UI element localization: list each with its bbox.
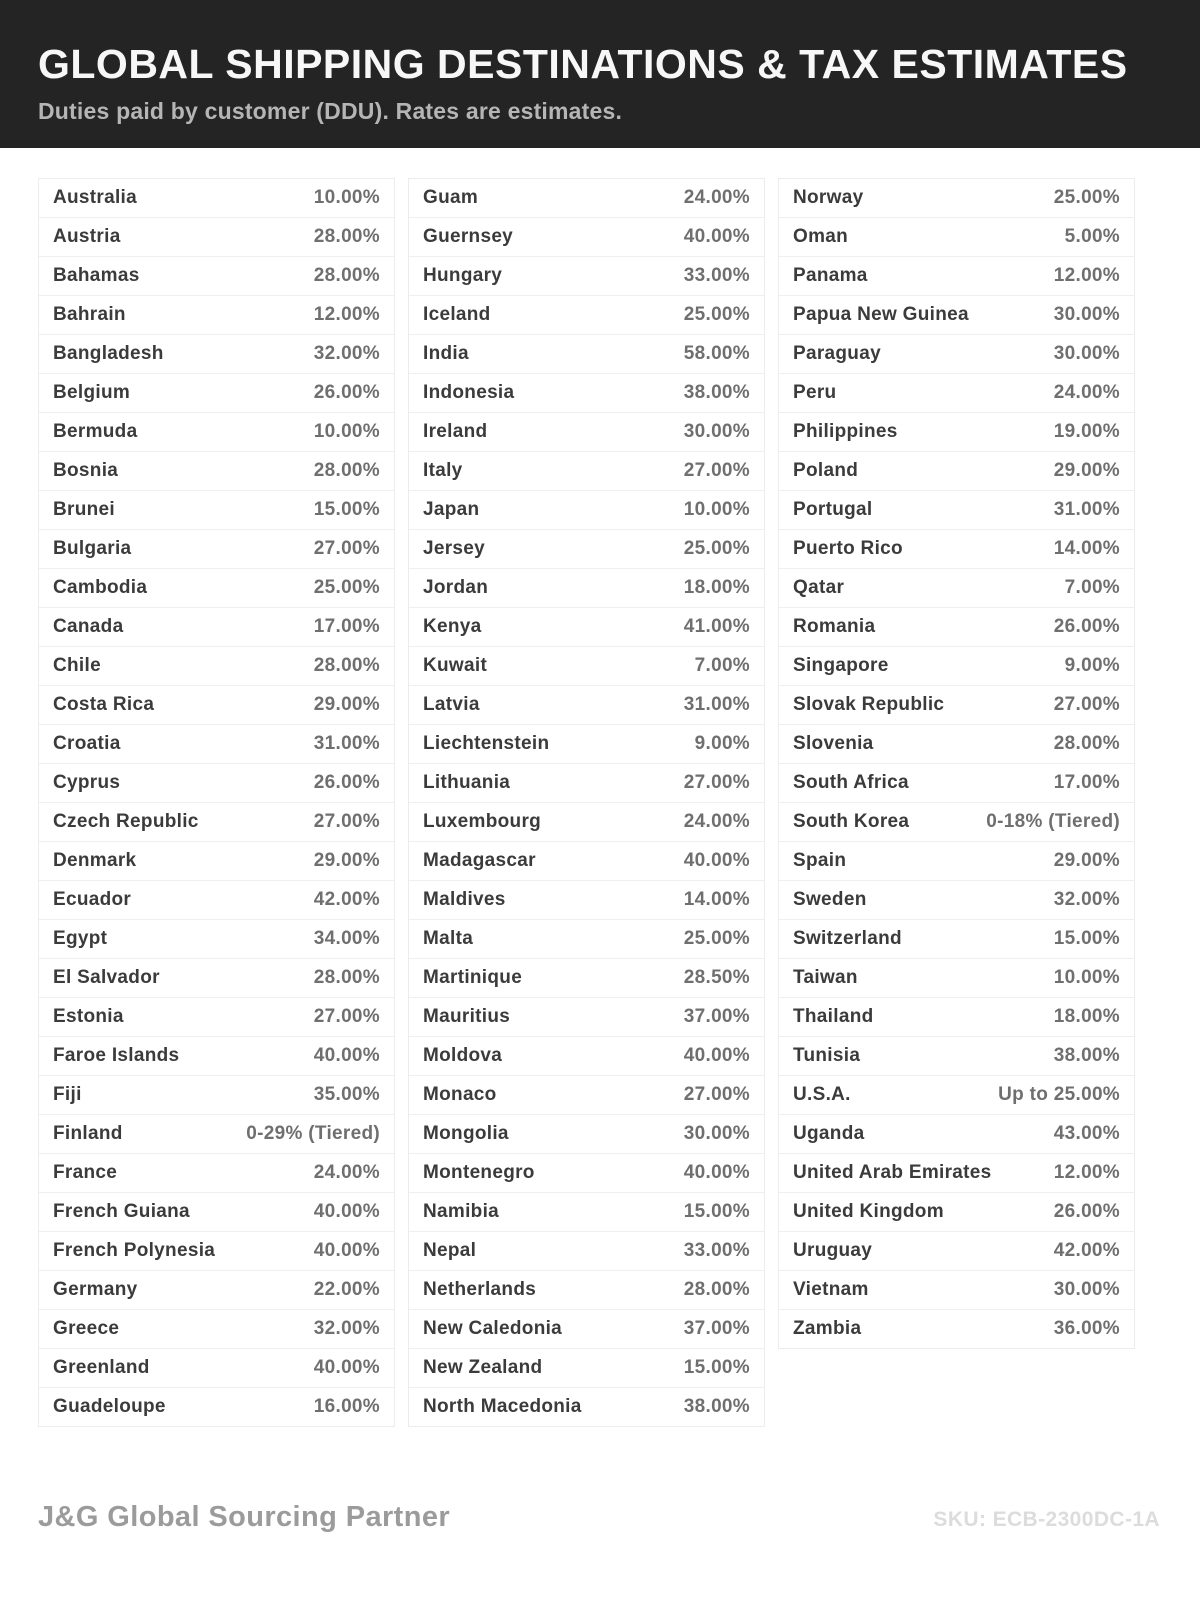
table-row [409, 842, 764, 881]
table-row [39, 257, 394, 296]
tax-rate: 40.00% [313, 1045, 380, 1066]
country-name: Greece [53, 1318, 120, 1339]
tax-rate: 29.00% [1053, 850, 1120, 871]
table-row [409, 1310, 764, 1349]
country-name: French Polynesia [53, 1240, 216, 1261]
table-row [409, 647, 764, 686]
rates-column [38, 178, 395, 1427]
country-name: South Korea [793, 811, 910, 832]
table-row [39, 725, 394, 764]
tax-rate: 40.00% [313, 1357, 380, 1378]
country-name: Fiji [53, 1084, 82, 1105]
tax-rate: Up to 25.00% [998, 1084, 1120, 1105]
table-row [39, 881, 394, 920]
table-row [409, 803, 764, 842]
country-name: South Africa [793, 772, 909, 793]
table-row [779, 920, 1134, 959]
table-row [779, 491, 1134, 530]
tax-rate: 29.00% [313, 850, 380, 871]
table-row [39, 374, 394, 413]
tax-rate: 28.50% [683, 967, 750, 988]
table-row [39, 335, 394, 374]
table-row [409, 218, 764, 257]
table-row [409, 1193, 764, 1232]
table-row [779, 842, 1134, 881]
country-name: Iceland [423, 304, 491, 325]
tax-rate: 27.00% [313, 1006, 380, 1027]
table-row [39, 803, 394, 842]
country-name: U.S.A. [793, 1084, 851, 1105]
table-row [409, 179, 764, 218]
tax-rate: 17.00% [1053, 772, 1120, 793]
country-name: Bangladesh [53, 343, 164, 364]
country-name: Denmark [53, 850, 137, 871]
tax-rate: 33.00% [683, 265, 750, 286]
table-row [779, 218, 1134, 257]
country-name: Malta [423, 928, 474, 949]
country-name: Thailand [793, 1006, 874, 1027]
table-row [779, 374, 1134, 413]
country-name: Maldives [423, 889, 506, 910]
country-name: Mongolia [423, 1123, 509, 1144]
table-row [779, 335, 1134, 374]
table-row [39, 920, 394, 959]
tax-rate: 25.00% [1053, 187, 1120, 208]
country-name: French Guiana [53, 1201, 190, 1222]
country-name: Egypt [53, 928, 108, 949]
table-row [409, 296, 764, 335]
country-name: Bulgaria [53, 538, 132, 559]
country-name: Uganda [793, 1123, 865, 1144]
country-name: Canada [53, 616, 124, 637]
country-name: Brunei [53, 499, 115, 520]
tax-rate: 10.00% [313, 187, 380, 208]
tax-rate: 31.00% [683, 694, 750, 715]
table-row [39, 959, 394, 998]
table-row [779, 179, 1134, 218]
tax-rate: 26.00% [313, 772, 380, 793]
page-subtitle: Duties paid by customer (DDU). Rates are estimates. [38, 98, 623, 124]
tax-rate: 9.00% [1064, 655, 1120, 676]
tax-rate: 7.00% [694, 655, 750, 676]
country-name: Papua New Guinea [793, 304, 969, 325]
table-row [409, 491, 764, 530]
tax-rate: 29.00% [313, 694, 380, 715]
tax-rate: 30.00% [1053, 304, 1120, 325]
country-name: Portugal [793, 499, 873, 520]
tax-rate: 14.00% [683, 889, 750, 910]
table-row [409, 881, 764, 920]
tax-rate: 25.00% [683, 304, 750, 325]
tax-rate: 38.00% [683, 1396, 750, 1417]
table-row [39, 296, 394, 335]
country-name: Singapore [793, 655, 889, 676]
table-row [409, 374, 764, 413]
country-name: Jordan [423, 577, 489, 598]
country-name: Faroe Islands [53, 1045, 180, 1066]
country-name: Tunisia [793, 1045, 861, 1066]
country-name: Philippines [793, 421, 898, 442]
tax-rate: 27.00% [313, 538, 380, 559]
country-name: Sweden [793, 889, 867, 910]
country-name: New Caledonia [423, 1318, 563, 1339]
country-name: Uruguay [793, 1240, 873, 1261]
country-name: Kenya [423, 616, 482, 637]
country-name: Oman [793, 226, 849, 247]
table-row [779, 881, 1134, 920]
table-row [39, 1193, 394, 1232]
country-name: Spain [793, 850, 847, 871]
table-row [39, 842, 394, 881]
table-row [779, 257, 1134, 296]
country-name: Romania [793, 616, 876, 637]
country-name: Slovak Republic [793, 694, 945, 715]
tax-rate: 38.00% [1053, 1045, 1120, 1066]
tax-rate: 37.00% [683, 1318, 750, 1339]
table-row [409, 452, 764, 491]
table-row [409, 1154, 764, 1193]
table-row [409, 1388, 764, 1426]
country-name: Puerto Rico [793, 538, 903, 559]
country-name: Hungary [423, 265, 503, 286]
tax-rate: 15.00% [1053, 928, 1120, 949]
table-row [39, 491, 394, 530]
country-name: Liechtenstein [423, 733, 550, 754]
tax-rate: 5.00% [1064, 226, 1120, 247]
tax-rate: 35.00% [313, 1084, 380, 1105]
brand-name: J&G Global Sourcing Partner [38, 1501, 451, 1533]
tax-rate: 40.00% [683, 850, 750, 871]
table-row [39, 647, 394, 686]
country-name: Kuwait [423, 655, 488, 676]
country-name: Chile [53, 655, 101, 676]
table-row [779, 530, 1134, 569]
page-title: GLOBAL SHIPPING DESTINATIONS & TAX ESTIMATES [38, 41, 1128, 87]
table-row [779, 1310, 1134, 1348]
country-name: Guam [423, 187, 479, 208]
table-row [39, 1115, 394, 1154]
table-row [409, 998, 764, 1037]
country-name: Costa Rica [53, 694, 155, 715]
table-row [39, 608, 394, 647]
tax-rate: 12.00% [1053, 265, 1120, 286]
tax-rate: 26.00% [313, 382, 380, 403]
rates-column [408, 178, 765, 1427]
tax-rate: 22.00% [313, 1279, 380, 1300]
country-name: Peru [793, 382, 837, 403]
table-row [39, 413, 394, 452]
table-row [779, 1271, 1134, 1310]
country-name: Cambodia [53, 577, 148, 598]
tax-rate: 32.00% [313, 1318, 380, 1339]
country-name: Greenland [53, 1357, 150, 1378]
country-name: Czech Republic [53, 811, 199, 832]
tax-rate: 10.00% [1053, 967, 1120, 988]
country-name: Germany [53, 1279, 138, 1300]
country-name: Paraguay [793, 343, 881, 364]
table-row [39, 1349, 394, 1388]
table-row [409, 569, 764, 608]
country-name: Bermuda [53, 421, 138, 442]
country-name: Switzerland [793, 928, 902, 949]
table-row [779, 1232, 1134, 1271]
table-row [779, 803, 1134, 842]
country-name: Jersey [423, 538, 486, 559]
country-name: Moldova [423, 1045, 503, 1066]
tax-rate: 28.00% [1053, 733, 1120, 754]
table-row [39, 1076, 394, 1115]
tax-rate: 25.00% [313, 577, 380, 598]
table-row [39, 1271, 394, 1310]
tax-rate: 40.00% [313, 1201, 380, 1222]
tax-rate: 18.00% [683, 577, 750, 598]
country-name: Qatar [793, 577, 845, 598]
table-row [39, 530, 394, 569]
table-row [39, 1388, 394, 1426]
tax-rate: 40.00% [683, 1045, 750, 1066]
country-name: Martinique [423, 967, 523, 988]
table-row [409, 1076, 764, 1115]
tax-rate: 40.00% [313, 1240, 380, 1261]
country-name: Luxembourg [423, 811, 542, 832]
table-row [779, 413, 1134, 452]
tax-rate: 26.00% [1053, 616, 1120, 637]
table-row [409, 1115, 764, 1154]
footer [0, 1501, 1200, 1534]
country-name: Austria [53, 226, 121, 247]
table-row [409, 959, 764, 998]
tax-rate: 14.00% [1053, 538, 1120, 559]
tax-rate: 25.00% [683, 538, 750, 559]
table-row [39, 179, 394, 218]
table-row [779, 1115, 1134, 1154]
tax-rate: 27.00% [683, 460, 750, 481]
table-row [409, 335, 764, 374]
country-name: Montenegro [423, 1162, 535, 1183]
tax-rate: 28.00% [313, 460, 380, 481]
country-name: Latvia [423, 694, 480, 715]
table-row [779, 1154, 1134, 1193]
tax-rate: 32.00% [1053, 889, 1120, 910]
table-row [39, 569, 394, 608]
table-row [39, 1310, 394, 1349]
table-row [39, 1037, 394, 1076]
tax-rate: 28.00% [313, 265, 380, 286]
table-row [779, 1193, 1134, 1232]
country-name: Zambia [793, 1318, 862, 1339]
tax-rate: 27.00% [683, 772, 750, 793]
table-row [409, 1232, 764, 1271]
tax-rate: 28.00% [683, 1279, 750, 1300]
table-row [779, 1037, 1134, 1076]
tax-rate: 30.00% [683, 1123, 750, 1144]
table-row [39, 452, 394, 491]
tax-rate: 0-29% (Tiered) [246, 1123, 380, 1144]
tax-rate: 27.00% [313, 811, 380, 832]
tax-rate: 34.00% [313, 928, 380, 949]
table-row [39, 1232, 394, 1271]
country-name: Guernsey [423, 226, 514, 247]
tax-rate: 15.00% [683, 1201, 750, 1222]
country-name: Poland [793, 460, 859, 481]
table-row [779, 764, 1134, 803]
country-name: Norway [793, 187, 864, 208]
tax-rate: 7.00% [1064, 577, 1120, 598]
rates-column [778, 178, 1135, 1349]
country-name: France [53, 1162, 118, 1183]
country-name: Taiwan [793, 967, 858, 988]
table-row [409, 257, 764, 296]
country-name: Indonesia [423, 382, 515, 403]
country-name: New Zealand [423, 1357, 543, 1378]
tax-rate: 32.00% [313, 343, 380, 364]
table-row [409, 608, 764, 647]
country-name: United Kingdom [793, 1201, 944, 1222]
tax-rate: 38.00% [683, 382, 750, 403]
tax-rate: 30.00% [683, 421, 750, 442]
table-row [779, 998, 1134, 1037]
country-name: Cyprus [53, 772, 121, 793]
table-row [409, 686, 764, 725]
table-row [779, 1076, 1134, 1115]
table-row [409, 1271, 764, 1310]
country-name: North Macedonia [423, 1396, 582, 1417]
table-row [779, 608, 1134, 647]
table-row [779, 452, 1134, 491]
tax-rate: 17.00% [313, 616, 380, 637]
tax-rate: 41.00% [683, 616, 750, 637]
table-row [779, 686, 1134, 725]
table-row [409, 413, 764, 452]
tax-rate: 43.00% [1053, 1123, 1120, 1144]
country-name: Slovenia [793, 733, 874, 754]
tax-rate: 18.00% [1053, 1006, 1120, 1027]
table-row [39, 764, 394, 803]
tax-rate: 27.00% [683, 1084, 750, 1105]
country-name: Japan [423, 499, 480, 520]
sku-label: SKU: ECB-2300DC-1A [933, 1508, 1160, 1531]
country-name: Australia [53, 187, 138, 208]
country-name: Ecuador [53, 889, 132, 910]
table-row [39, 998, 394, 1037]
country-name: Bahamas [53, 265, 140, 286]
table-row [779, 647, 1134, 686]
tax-rate: 10.00% [313, 421, 380, 442]
tax-rate: 12.00% [313, 304, 380, 325]
country-name: Bosnia [53, 460, 119, 481]
table-row [779, 296, 1134, 335]
tax-rate: 30.00% [1053, 1279, 1120, 1300]
tax-rate: 24.00% [313, 1162, 380, 1183]
tax-rate: 31.00% [1053, 499, 1120, 520]
country-name: India [423, 343, 469, 364]
tax-rate: 24.00% [683, 187, 750, 208]
tax-rate: 40.00% [683, 1162, 750, 1183]
country-name: Nepal [423, 1240, 477, 1261]
table-row [779, 725, 1134, 764]
table-row [409, 1037, 764, 1076]
tax-rate: 30.00% [1053, 343, 1120, 364]
country-name: Mauritius [423, 1006, 511, 1027]
table-row [409, 920, 764, 959]
country-name: Monaco [423, 1084, 497, 1105]
tax-rate: 28.00% [313, 226, 380, 247]
tax-rate: 28.00% [313, 655, 380, 676]
country-name: Madagascar [423, 850, 536, 871]
tax-rate: 12.00% [1053, 1162, 1120, 1183]
country-name: Finland [53, 1123, 123, 1144]
table-row [409, 725, 764, 764]
tax-rate: 16.00% [313, 1396, 380, 1417]
country-name: Ireland [423, 421, 488, 442]
tax-rate: 42.00% [1053, 1240, 1120, 1261]
tax-rate: 58.00% [683, 343, 750, 364]
rates-table [0, 148, 1200, 1427]
tax-rate: 24.00% [683, 811, 750, 832]
tax-rate: 0-18% (Tiered) [986, 811, 1120, 832]
table-row [409, 530, 764, 569]
country-name: Croatia [53, 733, 121, 754]
country-name: Panama [793, 265, 868, 286]
tax-rate: 40.00% [683, 226, 750, 247]
tax-rate: 26.00% [1053, 1201, 1120, 1222]
table-row [39, 218, 394, 257]
country-name: Bahrain [53, 304, 126, 325]
tax-rate: 15.00% [683, 1357, 750, 1378]
tax-rate: 36.00% [1053, 1318, 1120, 1339]
country-name: Netherlands [423, 1279, 537, 1300]
tax-rate: 42.00% [313, 889, 380, 910]
table-row [409, 764, 764, 803]
table-row [779, 959, 1134, 998]
table-row [409, 1349, 764, 1388]
tax-rate: 10.00% [683, 499, 750, 520]
country-name: Lithuania [423, 772, 511, 793]
country-name: Estonia [53, 1006, 124, 1027]
country-name: United Arab Emirates [793, 1162, 992, 1183]
table-row [39, 1154, 394, 1193]
country-name: Vietnam [793, 1279, 869, 1300]
country-name: Guadeloupe [53, 1396, 166, 1417]
tax-rate: 28.00% [313, 967, 380, 988]
table-row [779, 569, 1134, 608]
country-name: Belgium [53, 382, 131, 403]
tax-rate: 24.00% [1053, 382, 1120, 403]
country-name: Namibia [423, 1201, 500, 1222]
tax-rate: 29.00% [1053, 460, 1120, 481]
tax-rate: 27.00% [1053, 694, 1120, 715]
country-name: El Salvador [53, 967, 160, 988]
tax-rate: 33.00% [683, 1240, 750, 1261]
tax-rate: 9.00% [694, 733, 750, 754]
tax-rate: 15.00% [313, 499, 380, 520]
tax-rate: 25.00% [683, 928, 750, 949]
tax-rate: 31.00% [313, 733, 380, 754]
tax-rate: 19.00% [1053, 421, 1120, 442]
country-name: Italy [423, 460, 463, 481]
tax-rate: 37.00% [683, 1006, 750, 1027]
header [0, 0, 1200, 148]
table-row [39, 686, 394, 725]
